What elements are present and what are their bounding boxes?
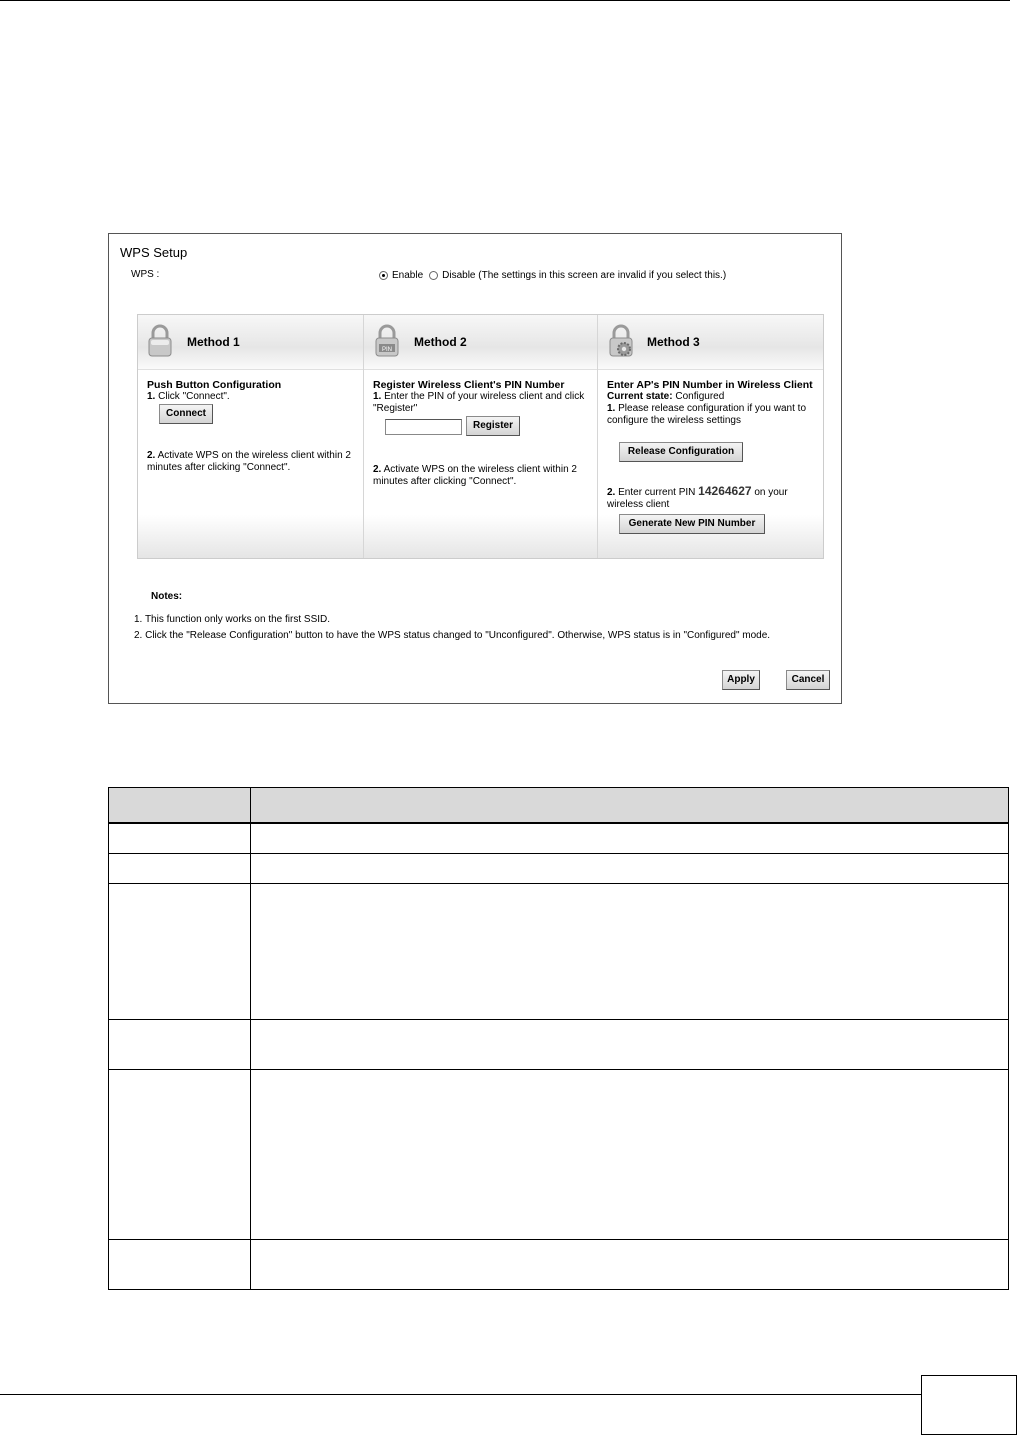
disable-radio[interactable] — [429, 271, 438, 280]
method1-step1: Click "Connect". — [158, 391, 230, 402]
table-header-row — [109, 788, 1008, 823]
method1-title: Method 1 — [187, 335, 240, 349]
method1-content — [147, 379, 361, 403]
enable-label: Enable — [392, 270, 424, 281]
method1-step2-text: Activate WPS on the wireless client within 2 minutes after clicking "Connect". — [147, 450, 351, 473]
method2-content — [373, 379, 593, 415]
note-2: 2. Click the "Release Configuration" button to have the WPS status changed to "Unconfigured". Otherwise, WPS status is in "Configured" mode. — [134, 630, 771, 641]
step-number: 1. — [147, 391, 156, 402]
wps-methods-panel — [137, 314, 824, 559]
table-column-divider — [250, 788, 251, 1289]
method2-heading: Register Wireless Client's PIN Number — [373, 379, 565, 391]
method3-title: Method 3 — [647, 335, 700, 349]
table-row-divider — [109, 1069, 1008, 1070]
note-1: 1. This function only works on the first SSID. — [134, 614, 331, 625]
current-pin-value: 14264627 — [698, 484, 752, 498]
lock-icon — [147, 324, 173, 358]
method1-step2 — [147, 450, 361, 474]
wps-radio-group — [379, 270, 726, 281]
method3-step2-pre: Enter current PIN — [618, 487, 696, 498]
step-number: 2. — [373, 464, 382, 475]
method3-content — [607, 379, 817, 427]
enable-radio[interactable] — [379, 271, 388, 280]
current-state-value: Configured — [675, 391, 725, 402]
step-number: 1. — [607, 403, 616, 414]
method3-step2 — [607, 485, 817, 511]
method2-title: Method 2 — [414, 335, 467, 349]
methods-header — [138, 315, 823, 370]
apply-button[interactable]: Apply — [722, 670, 760, 690]
wps-setup-screen — [108, 233, 842, 704]
table-row-divider — [109, 1019, 1008, 1020]
current-state-label: Current state: — [607, 391, 673, 402]
page-bottom-rule — [0, 1394, 922, 1395]
method3-heading: Enter AP's PIN Number in Wireless Client — [607, 379, 813, 391]
table-row-divider — [109, 853, 1008, 854]
table-row-divider — [109, 823, 1008, 824]
method2-step2 — [373, 464, 583, 488]
page-top-rule — [0, 0, 1010, 1]
wps-label: WPS : — [131, 269, 160, 280]
register-button[interactable]: Register — [466, 416, 520, 436]
field-description-table — [108, 787, 1009, 1290]
method3-step1: Please release configuration if you want to configure the wireless settings — [607, 403, 807, 426]
step-number: 1. — [373, 391, 382, 402]
column-divider — [363, 315, 364, 558]
method1-heading: Push Button Configuration — [147, 379, 282, 391]
method2-step1: Enter the PIN of your wireless client and click "Register" — [373, 391, 585, 414]
generate-new-pin-button[interactable]: Generate New PIN Number — [619, 514, 765, 534]
client-pin-input[interactable] — [385, 419, 462, 435]
method2-step2-text: Activate WPS on the wireless client within 2 minutes after clicking "Connect". — [373, 464, 577, 487]
notes-heading: Notes: — [151, 591, 183, 602]
step-number: 2. — [607, 487, 616, 498]
table-row-divider — [109, 883, 1008, 884]
pin-lock-icon — [374, 324, 400, 358]
disable-label: Disable (The settings in this screen are invalid if you select this.) — [442, 270, 727, 281]
release-configuration-button[interactable]: Release Configuration — [619, 442, 743, 462]
pin-lock-label: PIN — [381, 347, 393, 353]
screen-title: WPS Setup — [120, 245, 188, 260]
method3-step2-post: on your wireless client — [607, 487, 788, 510]
table-row-divider — [109, 1239, 1008, 1240]
connect-button[interactable]: Connect — [159, 404, 213, 424]
page-number-box — [921, 1375, 1017, 1435]
cancel-button[interactable]: Cancel — [786, 670, 830, 690]
column-divider — [597, 315, 598, 558]
gear-lock-icon — [608, 324, 634, 358]
step-number: 2. — [147, 450, 156, 461]
